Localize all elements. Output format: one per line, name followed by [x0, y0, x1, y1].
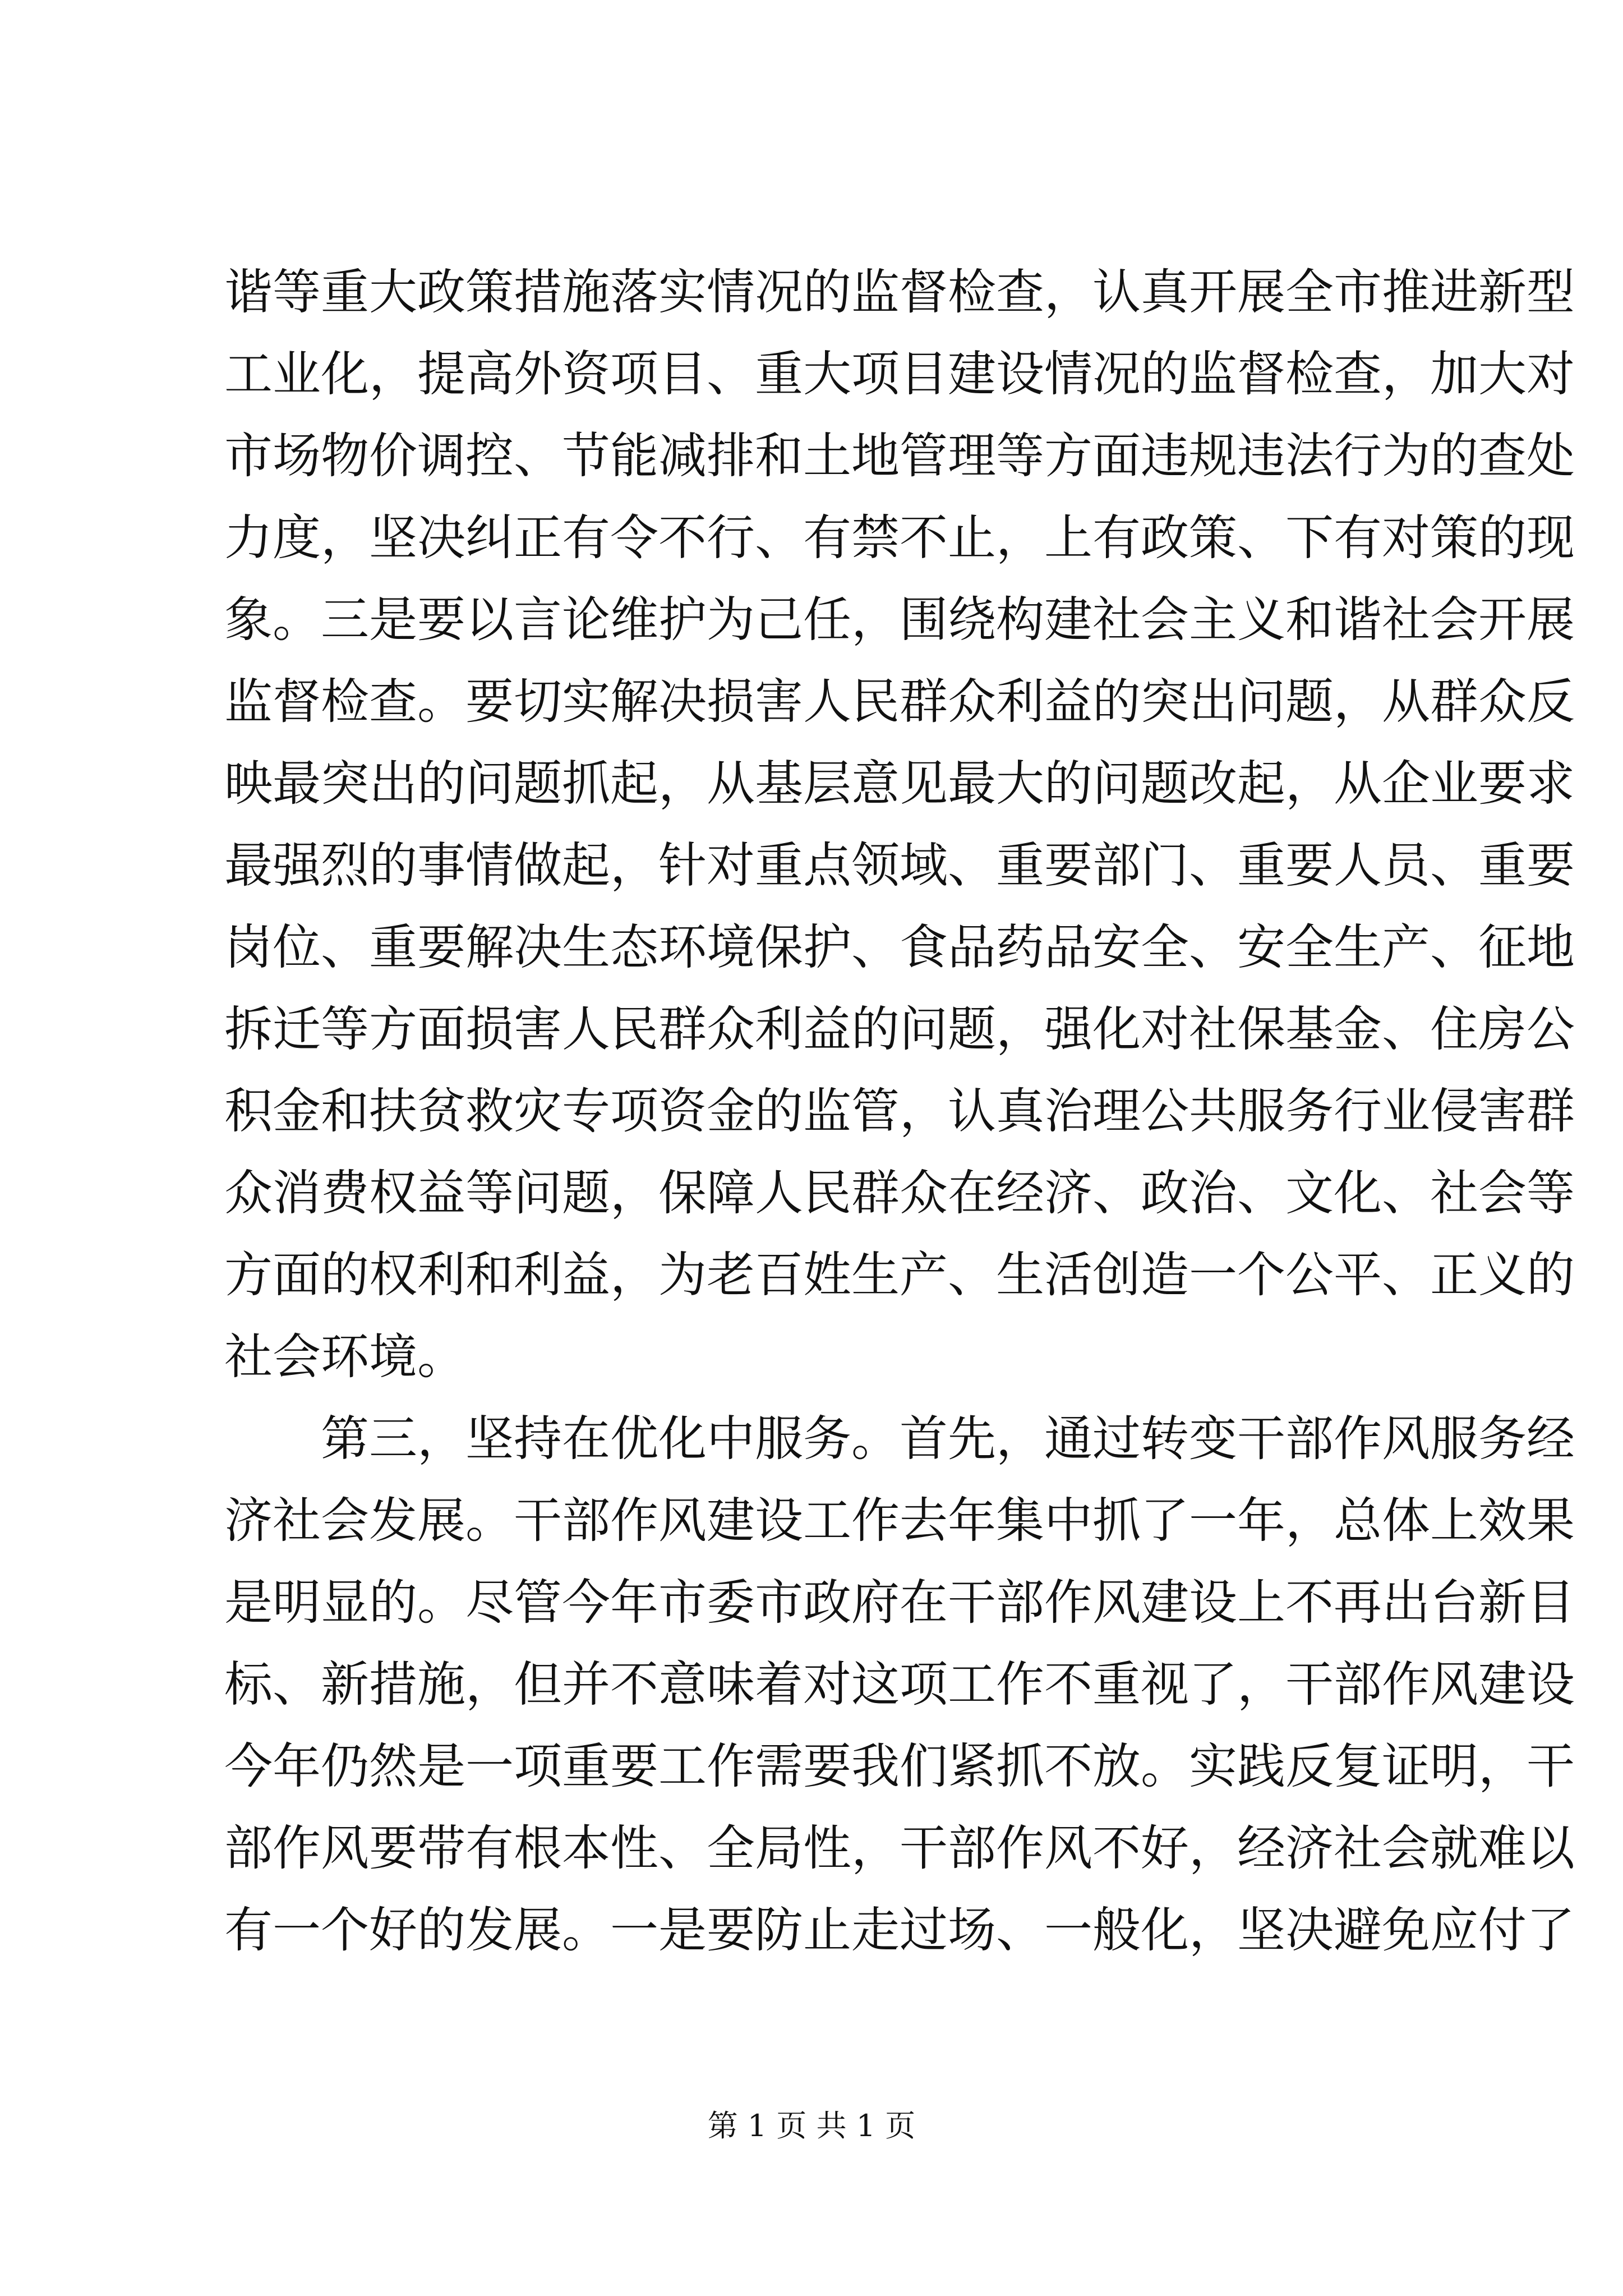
page-footer	[0, 2106, 1623, 2146]
text-line: 济社会发展。干部作风建设工作去年集中抓了一年，总体上效果	[224, 1493, 1575, 1549]
text-line: 谐等重大政策措施落实情况的监督检查，认真开展全市推进新型	[224, 264, 1575, 320]
page-number-label: 第 1 页 共 1 页	[707, 2108, 916, 2143]
paragraph-first-line: 第三，坚持在优化中服务。首先，通过转变干部作风服务经	[321, 1411, 1575, 1467]
text-line: 象。三是要以言论维护为己任，围绕构建社会主义和谐社会开展	[224, 592, 1575, 648]
text-line: 有一个好的发展。一是要防止走过场、一般化，坚决避免应付了	[224, 1902, 1575, 1958]
text-line: 市场物价调控、节能减排和土地管理等方面违规违法行为的查处	[224, 428, 1575, 484]
text-line: 岗位、重要解决生态环境保护、食品药品安全、安全生产、征地	[224, 919, 1575, 976]
text-line: 映最突出的问题抓起，从基层意见最大的问题改起，从企业要求	[224, 756, 1575, 812]
paragraph-end-line: 社会环境。	[224, 1329, 465, 1385]
text-line: 标、新措施，但并不意味着对这项工作不重视了，干部作风建设	[224, 1657, 1575, 1713]
text-line: 方面的权利和利益，为老百姓生产、生活创造一个公平、正义的	[224, 1247, 1575, 1303]
document-body	[224, 251, 1575, 1971]
text-line: 工业化，提高外资项目、重大项目建设情况的监督检查，加大对	[224, 346, 1575, 402]
text-line: 是明显的。尽管今年市委市政府在干部作风建设上不再出台新目	[224, 1575, 1575, 1631]
text-line: 拆迁等方面损害人民群众利益的问题，强化对社保基金、住房公	[224, 1001, 1575, 1057]
text-line: 力度，坚决纠正有令不行、有禁不止，上有政策、下有对策的现	[224, 510, 1575, 566]
text-line: 今年仍然是一项重要工作需要我们紧抓不放。实践反复证明，干	[224, 1738, 1575, 1795]
text-line: 积金和扶贫救灾专项资金的监管，认真治理公共服务行业侵害群	[224, 1083, 1575, 1139]
text-line: 最强烈的事情做起，针对重点领域、重要部门、重要人员、重要	[224, 838, 1575, 894]
text-line: 监督检查。要切实解决损害人民群众利益的突出问题，从群众反	[224, 674, 1575, 730]
text-line: 部作风要带有根本性、全局性，干部作风不好，经济社会就难以	[224, 1820, 1575, 1876]
text-line: 众消费权益等问题，保障人民群众在经济、政治、文化、社会等	[224, 1165, 1575, 1221]
